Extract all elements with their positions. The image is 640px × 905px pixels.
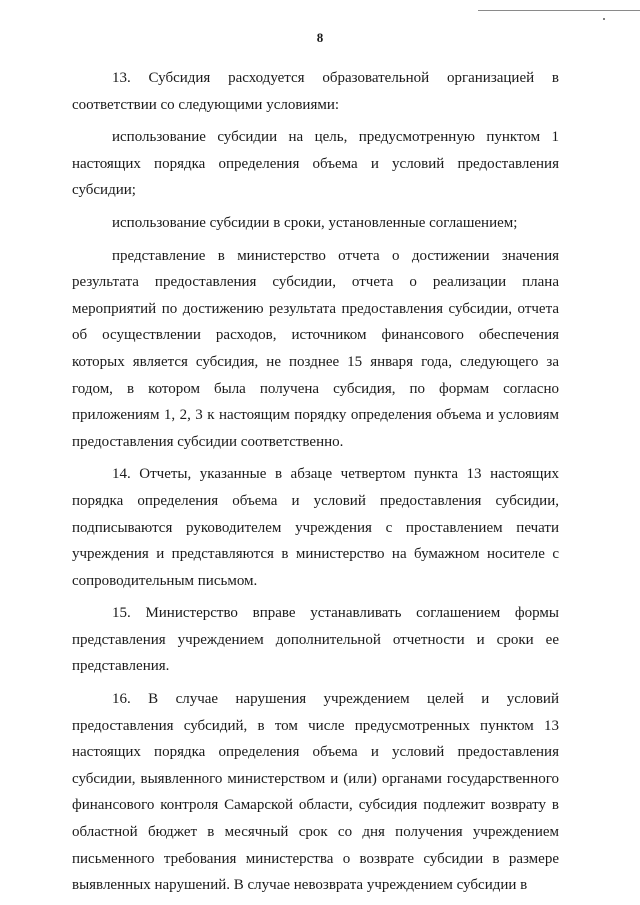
paragraph-13-condition-3: представление в министерство отчета о достижении значения результата предоставления субсидии, отчета о реализации плана мероприятий по достижению результата предоставления субсидии, отчета об осуществлении расходов, источником финансового обеспечения которых является субсидия, не позднее 15 января года, следующего за годом, в котором была получена субсидия, по формам согласно приложениям 1, 2, 3 к настоящим порядку определения объема и условиям предоставления субсидии соответственно. bbox=[72, 247, 559, 450]
paragraph-13-condition-2: использование субсидии в сроки, установленные соглашением; bbox=[112, 214, 518, 231]
paragraph-13-condition-1: использование субсидии на цель, предусмотренную пунктом 1 настоящих порядка определения объема и условий предоставления субсидии; bbox=[72, 129, 559, 199]
top-edge-rule bbox=[478, 10, 640, 11]
page-number: 8 bbox=[316, 30, 324, 45]
paragraph-15: 15. Министерство вправе устанавливать соглашением формы представления учреждением дополнительной отчетности и сроки ее представления. bbox=[72, 605, 559, 675]
scan-speck bbox=[603, 18, 605, 20]
paragraph-14: 14. Отчеты, указанные в абзаце четвертом пункта 13 настоящих порядка определения объема и условий предоставления субсидии, подписываются руководителем учреждения с проставлением печати учреждения и представляются в министерство на бумажном носителе с сопроводительным письмом. bbox=[72, 466, 559, 589]
paragraph-16: 16. В случае нарушения учреждением целей и условий предоставления субсидий, в том числе предусмотренных пунктом 13 настоящих порядка определения объема и условий предоставления субсидии, выявленного министерством и (или) органами государственного финансового контроля Самарской области, субсидия подлежит возврату в областной бюджет в месячный срок со дня получения учреждением письменного требования министерства о возврате субсидии в размере выявленных нарушений. В случае невозврата учреждением субсидии в bbox=[72, 691, 559, 894]
document-body bbox=[72, 65, 559, 903]
paragraph-13: 13. Субсидия расходуется образовательной организацией в соответствии со следующими условиями: bbox=[72, 70, 559, 113]
